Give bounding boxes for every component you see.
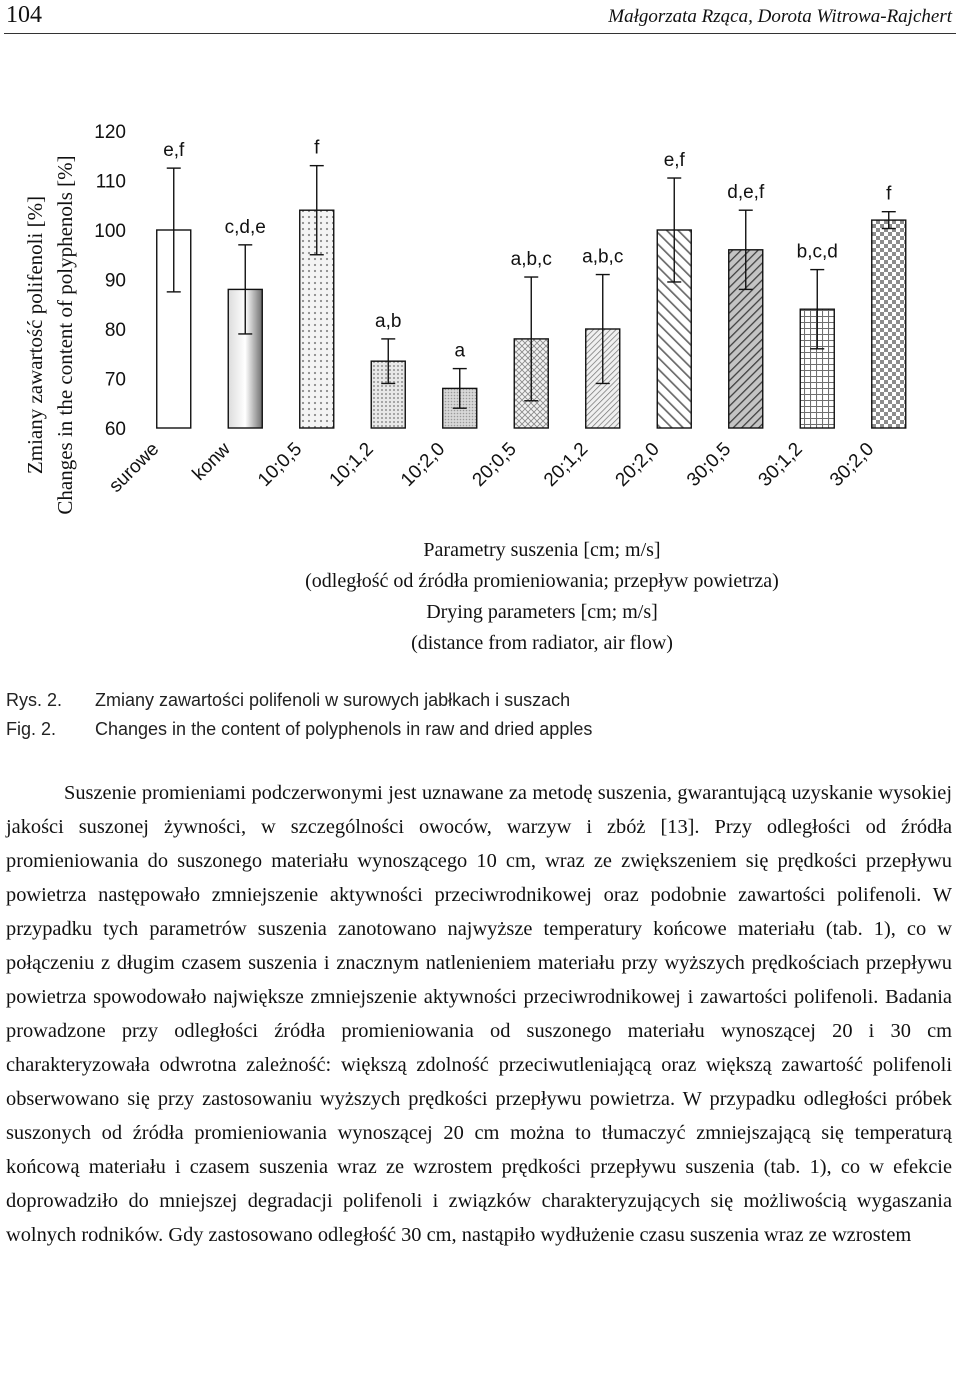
- page-header: [0, 0, 960, 34]
- x-tick-label: 30;1,2: [754, 438, 807, 491]
- significance-label: a,b: [375, 310, 402, 332]
- significance-label: e,f: [663, 150, 685, 172]
- body-paragraph: Suszenie promieniami podczerwonymi jest uznawane za metodę suszenia, gwarantującą uzyskanie wysokiej jakości suszonej żywności, w szczególności owoców, warzyw i zbóż [13]. Przy odległości od źródła promieniowania do suszonego materiału wynoszącego 10 cm, wraz ze zwiększeniem się prędkości przepływu powietrza następowało zmniejszenie aktywności przeciwrodnikowej oraz podobnie zawartości polifenoli. W przypadku tych parametrów suszenia zanotowano najwyższe temperatury końcowe materiału (tab. 1), co w połączeniu z długim czasem suszenia i znacznym natlenieniem materiału przy wyższych prędkościach przepływu powietrza spowodowało największe zmniejszenie aktywności przeciwrodnikowej i zawartości polifenoli. Badania prowadzone przy odległości źródła promieniowania od suszonego materiału wynoszącej 20 i 30 cm charakteryzowała odwrotna zależność: większą zdolność przeciwutleniającą oraz większą zawartość polifenoli obserwowano się przy zastosowaniu wyższych prędkości przepływu powietrza. W przypadku odległości próbek suszonych od źródła promieniowania wynoszącej 20 cm można to tłumaczyć zmniejszającą się temperaturą końcową materiału i czasem suszenia wraz ze wzrostem prędkości przepływu suszenia (tab. 1), co w efekcie doprowadziło do mniejszej degradacji polifenoli i związków charakteryzujących się możliwością wygaszania wolnych rodników. Gdy zastosowano odległość 30 cm, nastąpiło wydłużenie czasu suszenia wraz ze wzrostem: [6, 782, 952, 1246]
- y-tick-label: 60: [104, 419, 126, 440]
- caption-row-pl: [6, 686, 592, 715]
- caption-label-pl: Rys. 2.: [6, 690, 63, 710]
- significance-label: a,b,c: [510, 249, 552, 271]
- figure-caption: [6, 686, 592, 744]
- significance-label: d,e,f: [727, 182, 765, 204]
- x-axis-title-line-1: Parametry suszenia [cm; m/s]: [423, 539, 661, 561]
- y-tick-label: 80: [104, 320, 126, 341]
- x-tick-label: 20;2,0: [611, 438, 664, 491]
- x-tick-label: surowe: [105, 438, 164, 497]
- x-tick-label: konw: [188, 438, 235, 485]
- x-tick-label: 20;0,5: [468, 438, 521, 491]
- y-axis-title-pl: Zmiany zawartość polifenoli [%]: [23, 195, 47, 475]
- caption-label-en: Fig. 2.: [6, 719, 57, 739]
- header-rule: [4, 33, 956, 34]
- x-tick-label: 30;0,5: [683, 438, 736, 491]
- x-axis-title-line-4: (distance from radiator, air flow): [411, 632, 673, 654]
- x-tick-label: 30;2,0: [826, 438, 879, 491]
- significance-label: f: [886, 183, 892, 205]
- y-tick-label: 90: [104, 270, 126, 292]
- page-number: 104: [6, 2, 42, 28]
- y-axis-title-en: Changes in the content of polyphenols [%]: [53, 155, 77, 515]
- bar-series: [157, 138, 906, 428]
- y-tick-label: 110: [95, 171, 126, 193]
- x-axis-title-line-3: Drying parameters [cm; m/s]: [426, 601, 658, 623]
- y-tick-label: 100: [94, 221, 126, 242]
- significance-label: a: [454, 340, 466, 362]
- y-axis: [94, 122, 126, 440]
- caption-row-en: [6, 715, 592, 744]
- body-text: [6, 776, 952, 1252]
- bar-chart: [0, 40, 960, 670]
- x-tick-label: 20;1,2: [540, 438, 593, 491]
- significance-label: b,c,d: [796, 241, 838, 263]
- x-axis-tick-labels: [105, 438, 878, 496]
- y-tick-label: 70: [104, 369, 126, 391]
- caption-text-en: Changes in the content of polyphenols in raw and dried apples: [95, 719, 593, 739]
- x-tick-label: 10;0,5: [254, 438, 307, 491]
- bar: [872, 220, 906, 428]
- y-tick-label: 120: [94, 122, 126, 143]
- x-tick-label: 10;2,0: [397, 438, 450, 491]
- significance-label: e,f: [163, 140, 185, 162]
- significance-label: a,b,c: [582, 246, 624, 268]
- caption-text-pl: Zmiany zawartości polifenoli w surowych jabłkach i suszach: [95, 690, 571, 710]
- x-tick-label: 10;1,2: [325, 438, 378, 491]
- running-head-authors: Małgorzata Rząca, Dorota Witrowa-Rajchert: [608, 6, 952, 27]
- significance-label: c,d,e: [224, 216, 266, 238]
- significance-label: f: [314, 137, 320, 159]
- x-axis-title-line-2: (odległość od źródła promieniowania; przepływ powietrza): [305, 570, 779, 592]
